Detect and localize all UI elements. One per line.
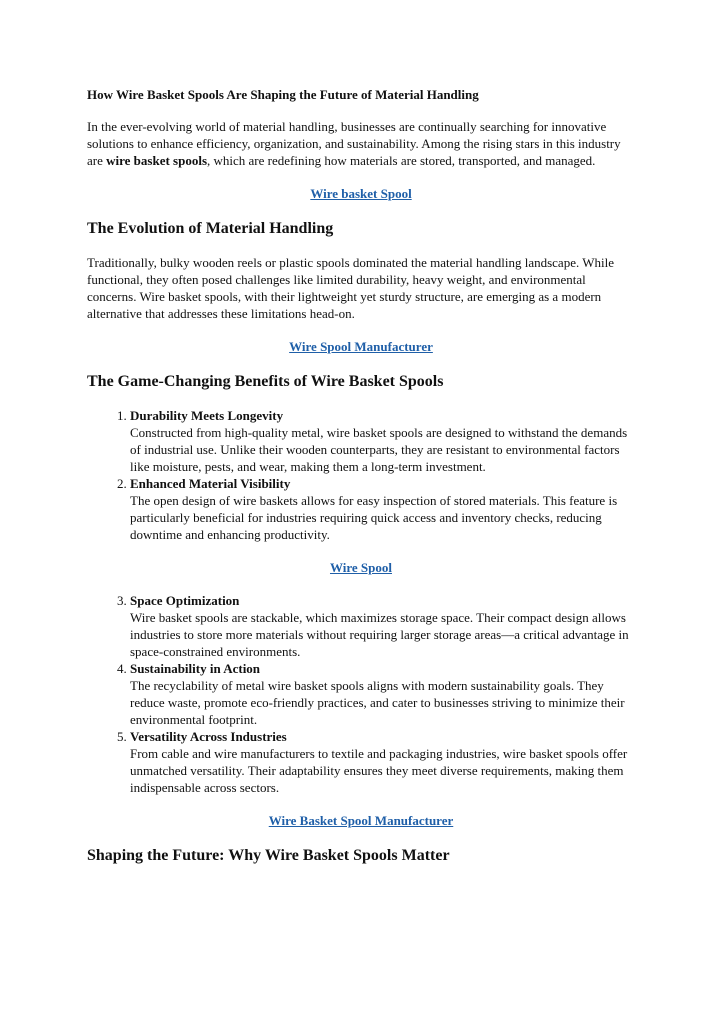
list-item (130, 592, 635, 660)
benefit-title: 1. Durability Meets Longevity (130, 408, 284, 423)
list-item (130, 660, 635, 728)
benefit-body: The recyclability of metal wire basket spools aligns with modern sustainability goals. They reduce waste, promote eco-friendly practices, and cater to businesses striving to minimize their environmental footprint. (130, 678, 625, 727)
document-title: How Wire Basket Spools Are Shaping the Future of Material Handling (87, 87, 479, 102)
benefit-body: Wire basket spools are stackable, which maximizes storage space. Their compact design allows industries to store more materials without requiring larger storage areas—a critical advantage in space-constrained environments. (130, 610, 629, 659)
intro-text-end: , which are redefining how materials are stored, transported, and managed. (207, 153, 596, 168)
document-page (87, 86, 635, 866)
section-heading-evolution: The Evolution of Material Handling (87, 220, 334, 237)
link-row-3 (87, 559, 635, 576)
link-row-2 (87, 338, 635, 355)
section-heading-benefits: The Game-Changing Benefits of Wire Basket Spools (87, 373, 444, 390)
benefits-list-part-1 (87, 407, 635, 543)
intro-bold-term: wire basket spools (106, 153, 208, 168)
benefit-title: 5. Versatility Across Industries (130, 729, 287, 744)
benefit-body: Constructed from high-quality metal, wire basket spools are designed to withstand the demands of industrial use. Unlike their wooden counterparts, they are resistant to environmental factors like moisture, pests, and wear, making them a long-term investment. (130, 425, 628, 474)
benefit-body: The open design of wire baskets allows for easy inspection of stored materials. This feature is particularly beneficial for industries requiring quick access and inventory checks, reducing downtime and enhancing productivity. (130, 493, 618, 542)
wire-basket-spool-link[interactable]: Wire basket Spool (310, 186, 412, 201)
benefit-body: From cable and wire manufacturers to textile and packaging industries, wire basket spools offer unmatched versatility. Their adaptability ensures they meet diverse requirements, making them indispensable across sectors. (130, 746, 628, 795)
evolution-paragraph: Traditionally, bulky wooden reels or plastic spools dominated the material handling landscape. While functional, they often posed challenges like limited durability, heavy weight, and environmental concerns. Wire basket spools, with their lightweight yet sturdy structure, are emerging as a modern alternative that addresses these limitations head-on. (87, 255, 614, 321)
benefit-title: 2. Enhanced Material Visibility (130, 476, 291, 491)
wire-basket-spool-manufacturer-link[interactable]: Wire Basket Spool Manufacturer (268, 813, 454, 828)
wire-spool-link[interactable]: Wire Spool (329, 560, 392, 575)
intro-text-start: In the ever-evolving world of material handling, businesses are continually searching for innovative solutions to enhance efficiency, organization, and sustainability. Among the rising stars in this industry are (87, 119, 621, 168)
intro-paragraph (87, 118, 635, 169)
benefits-list-part-2 (87, 592, 635, 796)
section-heading-future: Shaping the Future: Why Wire Basket Spools Matter (87, 847, 450, 864)
link-row-1 (87, 185, 635, 202)
list-item (130, 407, 635, 475)
list-item (130, 475, 635, 543)
list-item (130, 728, 635, 796)
benefit-title: 3. Space Optimization (130, 593, 240, 608)
link-row-4 (87, 812, 635, 829)
wire-spool-manufacturer-link[interactable]: Wire Spool Manufacturer (289, 339, 433, 354)
benefit-title: 4. Sustainability in Action (130, 661, 261, 676)
